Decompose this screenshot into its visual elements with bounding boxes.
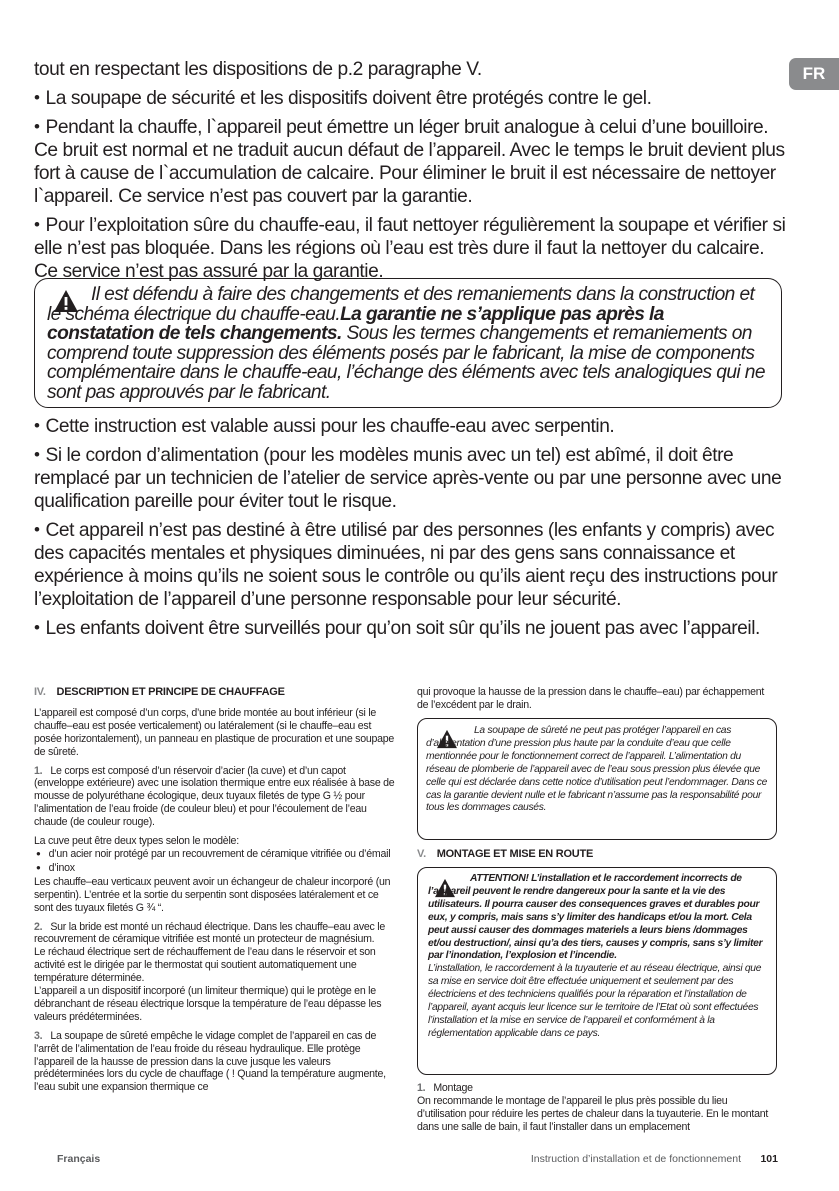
numbered-item-3: 3. La soupape de sûreté empêche le vidage complet de l’appareil en cas de l’arrêt de l’alimentation de l’eau froide du réseau hydraulique. Elle protège l’appareil de la hausse de pression dans la cuve jusque les valeurs prédéterminées lors du cycle de chauffage ( ! Quand la température augmente, l’eau subit une expansion thermique ce xyxy=(34,1029,386,1094)
warning-text-bold: ATTENTION! L’installation et le raccordement incorrects de l’appareil peuvent le rendre dangereux pour la sante et la vie des utilisateurs. Il pourra causer des consequences graves et durables pour eux, y compris, mais sans s’y limiter des handicaps et/ou la mort. Cela peut aussi causer des dommages materiels a leurs biens /dommages et/ou destruction/, ainsi qu’a des tiers, causes y compris, sans s’y limiter par l’inondation, l’explosion et l’incendie. xyxy=(428,873,763,962)
paragraph: On recommande le montage de l’appareil le plus près possible du lieu d’utilisation pour réduire les pertes de chaleur dans la tuyauterie. En le montant dans une salle de bain, il faut l’installer dans un emplacement xyxy=(417,1094,769,1133)
top-section xyxy=(34,58,786,289)
warning-box xyxy=(34,278,782,408)
paragraph: La cuve peut être deux types selon le modèle: xyxy=(34,835,239,848)
paragraph: L’appareil est composé d’un corps, d’une bride montée au bout inférieur (si le chauffe–eau est posée verticalement) ou latéralement (si le chauffe–eau est posée horizontalement), un panneau en plastique de procuration et une soupape de sûreté. xyxy=(34,706,395,758)
warning-text xyxy=(47,285,771,402)
bullet-paragraph: • Cet appareil n’est pas destiné à être utilisé par des personnes (les enfants y compris) avec des capacités mentales et physiques diminuées, ni par des gens sans connaissance et expérience à moins qu’ils ne soient sous le contrôle ou qu’ils aient reçu des instructions pour l’exploitation de l’appareil d’une personne responsable pour leur sécurité. xyxy=(34,519,786,611)
language-tab: FR xyxy=(789,58,839,90)
numbered-item-2: 2. Sur la bride est monté un réchaud électrique. Dans les chauffe–eau avec le recouvrement de céramique vitrifiée est monté un protecteur de magnésium. xyxy=(34,920,385,946)
paragraph: Les chauffe–eau verticaux peuvent avoir un échangeur de chaleur incorporé (un serpentin). L’entrée et la sortie du serpentin sont disposées latéralement et ce sont des tuyaux filetés G ¾ “. xyxy=(34,875,391,914)
montage-heading: 1. Montage xyxy=(417,1082,473,1094)
section-heading-iv: IV. DESCRIPTION ET PRINCIPE DE CHAUFFAGE xyxy=(34,686,285,698)
section-heading-v-wrap xyxy=(417,848,777,869)
bullet-paragraph: • Cette instruction est valable aussi pour les chauffe-eau avec serpentin. xyxy=(34,415,786,438)
bullet-paragraph: • La soupape de sécurité et les dispositifs doivent être protégés contre le gel. xyxy=(34,87,786,110)
section-heading-v: V. MONTAGE ET MISE EN ROUTE xyxy=(417,848,594,860)
warning-text xyxy=(428,873,772,1041)
warning-box-installation xyxy=(417,867,777,1075)
warning-text: La soupape de sûreté ne peut pas protéger l’appareil en cas d’alimentation d’une pression plus haute par la conduite d’eau que celle mentionnée pour le fonctionnement correct de l’appareil. L’alimentation du réseau de plomberie de l’appareil avec de l’eau sous pression plus élevée que celle qui est déclarée dans cette notice d’utilisation peut l’endommager. Dans ce cas la garantie devient nulle et le fabricant n’assume pas la responsabilité pour tous les dommages causés. xyxy=(426,725,768,814)
warning-text-1: Il est défendu à faire des changements et des remaniements dans la construction et le schéma électrique du chauffe-eau. xyxy=(47,284,755,325)
list-item: ● d’inox xyxy=(34,862,398,876)
list-item: ● d’un acier noir protégé par un recouvrement de céramique vitrifiée ou d’émail xyxy=(34,848,398,862)
page-number: 101 xyxy=(760,1153,778,1165)
bullet-paragraph: • Pendant la chauffe, l`appareil peut émettre un léger bruit analogue à celui d’une bouilloire. Ce bruit est normal et ne traduit aucun défaut de l’appareil. Avec le temps le bruit devient plus fort à cause de l`accumulation de calcaire. Pour éliminer le bruit il est nécessaire de nettoyer l`appareil. Ce service n’est pas couvert par la garantie. xyxy=(34,116,786,208)
paragraph: L’appareil a un dispositif incorporé (un limiteur thermique) qui le protège en le débranchant de réseau électrique lorsque la température de l’eau dépasse les valeurs prédéterminées. xyxy=(34,985,382,1023)
warning-text-bold: La garantie ne s’applique pas après la constatation de tels changements. xyxy=(47,303,664,344)
paragraph: tout en respectant les dispositions de p.2 paragraphe V. xyxy=(34,59,482,80)
numbered-item-1: 1. Le corps est composé d’un réservoir d’acier (la cuve) et d’un capot (enveloppe extérieure) avec une isolation thermique entre eux réalisée à base de mousse de polyuréthane écologique, deux tuyaux filetés de type G ½ pour l’alimentation de l’eau froide (de couleur bleu) et pour l’écoulement de l’eau chaude (de couleur rouge). xyxy=(34,764,395,829)
footer-title: Instruction d’installation et de fonctionnement xyxy=(530,1153,741,1165)
right-column xyxy=(417,686,777,718)
paragraph: Le réchaud électrique sert de réchauffement de l’eau dans le réservoir et son activité est le dirigée par le thermostat qui soutient automatiquement une température déterminée. xyxy=(34,946,376,985)
paragraph: qui provoque la hausse de la pression dans le chauffe–eau) par échappement de l’excédent par le drain. xyxy=(417,686,765,711)
warning-text-body: L’installation, le raccordement à la tuyauterie et au réseau électrique, ainsi que sa mise en service doit être effectuée uniquement et seulement par des électriciens et des techniciens qualifiés pour la réparation et l’installation de l’appareil, ayant acquis leur licence sur le territoire de l’Etat où sont effectuées l’installation et la mise en service de l’appareil et conformément à la réglementation applicable dans ce pays. xyxy=(428,963,762,1039)
montage-section xyxy=(417,1082,777,1140)
warning-box-pressure xyxy=(417,718,777,840)
bullet-paragraph: • Pour l’exploitation sûre du chauffe-eau, il faut nettoyer régulièrement la soupape et vérifier si elle n’est pas bloquée. Dans les régions où l’eau est très dure il faut la nettoyer du calcaire. Ce service n’est pas assuré par la garantie. xyxy=(34,214,786,283)
bullet-paragraph: • Si le cordon d’alimentation (pour les modèles munis avec un tel) est abîmé, il doit être remplacé par un technicien de l’atelier de service après-vente ou par une personne avec une qualification pareille pour éviter tout le risque. xyxy=(34,444,786,513)
bullet-paragraph: • Les enfants doivent être surveillés pour qu’on soit sûr qu’ils ne jouent pas avec l’appareil. xyxy=(34,617,786,640)
footer-language: Français xyxy=(57,1153,101,1165)
warning-text-2: Sous les termes changements et remaniements on comprend toute suppression des éléments posés par le fabricant, la mise de components complémentaire dans le chauffe-eau, l’échange des éléments avec tels analogiques qui ne sont pas approuvés par le fabricant. xyxy=(47,323,765,403)
middle-section xyxy=(34,415,786,646)
left-column xyxy=(34,686,398,1100)
